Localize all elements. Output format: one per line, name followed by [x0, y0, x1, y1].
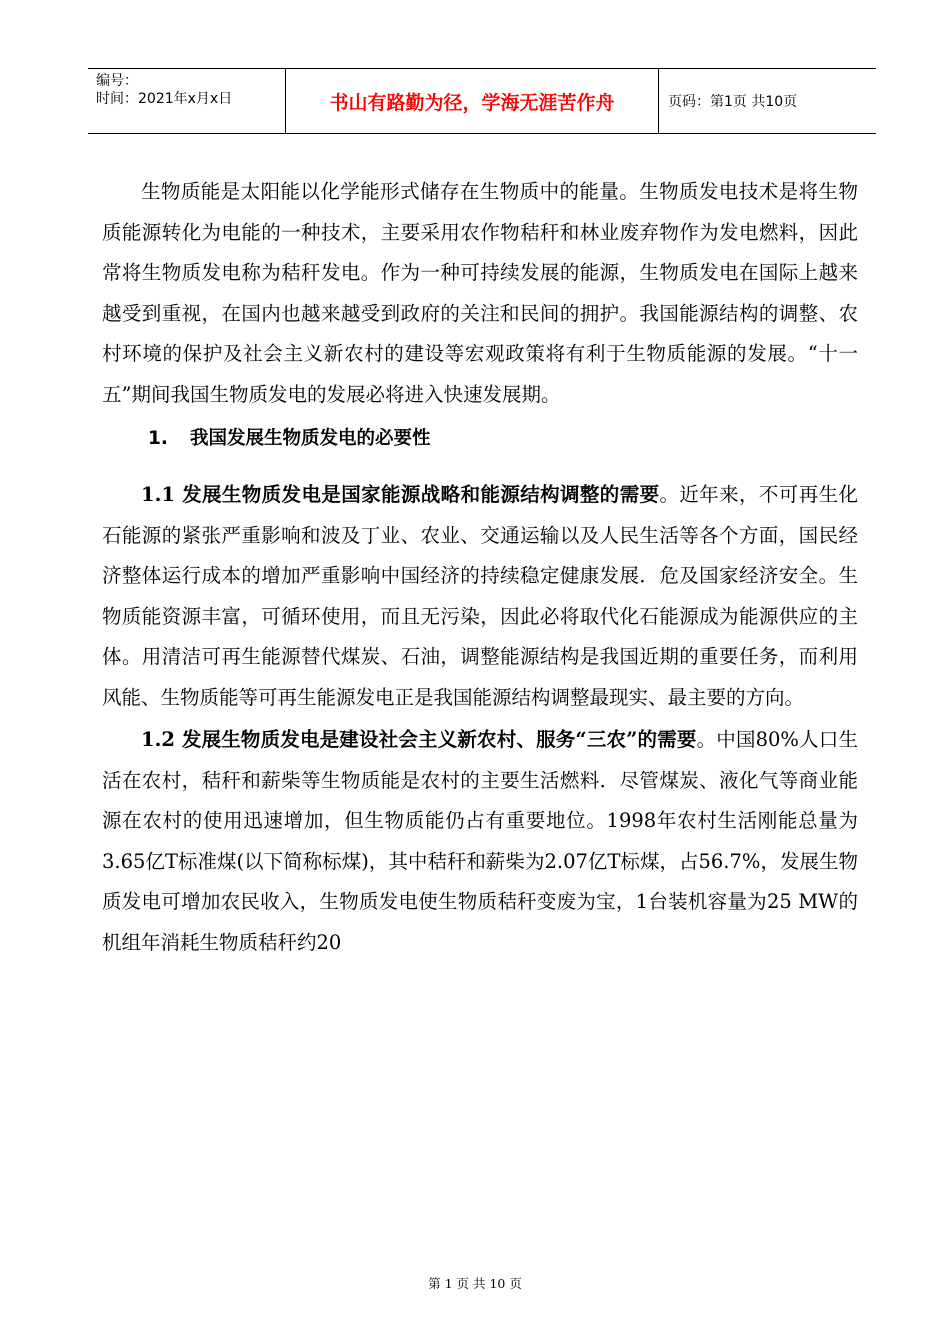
subsection-heading-2: 1.2 发展生物质发电是建设社会主义新农村、服务“三农”的需要	[141, 728, 697, 751]
document-time: 时间：2021年x月x日	[96, 91, 233, 107]
page-footer: 第 1 页 共 10 页	[428, 1276, 522, 1291]
subsection-text-1: 。近年来，不可再生化石能源的紧张严重影响和波及丁业、农业、交通运输以及人民生活等各个方面，国民经济整体运行成本的增加严重影响中国经济的持续稳定健康发展．危及国家经济安全。生物质能资源丰富，可循环使用，而且无污染，因此必将取代化石能源成为能源供应的主体。用清洁可再生能源替代煤炭、石油，调整能源结构是我国近期的重要任务，而利用风能、生物质能等可再生能源发电正是我国能源结构调整最现实、最主要的方向。	[102, 483, 858, 709]
page-header	[88, 68, 876, 134]
section-heading	[102, 415, 858, 475]
subsection-text-2: 。中国80%人口生活在农村，秸秆和薪柴等生物质能是农村的主要生活燃料．尽管煤炭、液化气等商业能源在农村的使用迅速增加，但生物质能仍占有重要地位。1998年农村生活刚能总量为3.65亿T标准煤(以下简称标煤)，其中秸秆和薪柴为2.07亿T标煤，占56.7%，发展生物质发电可增加农民收入，生物质发电使生物质秸秆变废为宝，1台装机容量为25 MW的机组年消耗生物质秸秆约20	[102, 728, 858, 954]
document-number: 编号：	[96, 73, 138, 89]
section-number: 1.	[148, 428, 168, 449]
subsection-heading-1: 1.1 发展生物质发电是国家能源战略和能源结构调整的需要	[141, 483, 660, 506]
header-meta	[88, 69, 286, 133]
subsection-paragraph-2	[102, 720, 858, 963]
document-body	[102, 172, 858, 963]
subsection-paragraph-1	[102, 475, 858, 718]
intro-paragraph: 生物质能是太阳能以化学能形式储存在生物质中的能量。生物质发电技术是将生物质能源转化为电能的一种技术，主要采用农作物秸秆和林业废弃物作为发电燃料，因此常将生物质发电称为秸秆发电。作为一种可持续发展的能源，生物质发电在国际上越来越受到重视，在国内也越来越受到政府的关注和民间的拥护。我国能源结构的调整、农村环境的保护及社会主义新农村的建设等宏观政策将有利于生物质能源的发展。“十一五”期间我国生物质发电的发展必将进入快速发展期。	[102, 180, 858, 406]
header-motto: 书山有路勤为径，学海无涯苦作舟	[286, 69, 659, 133]
section-title: 我国发展生物质发电的必要性	[190, 428, 431, 449]
header-page-number: 页码：第1页 共10页	[668, 94, 798, 110]
